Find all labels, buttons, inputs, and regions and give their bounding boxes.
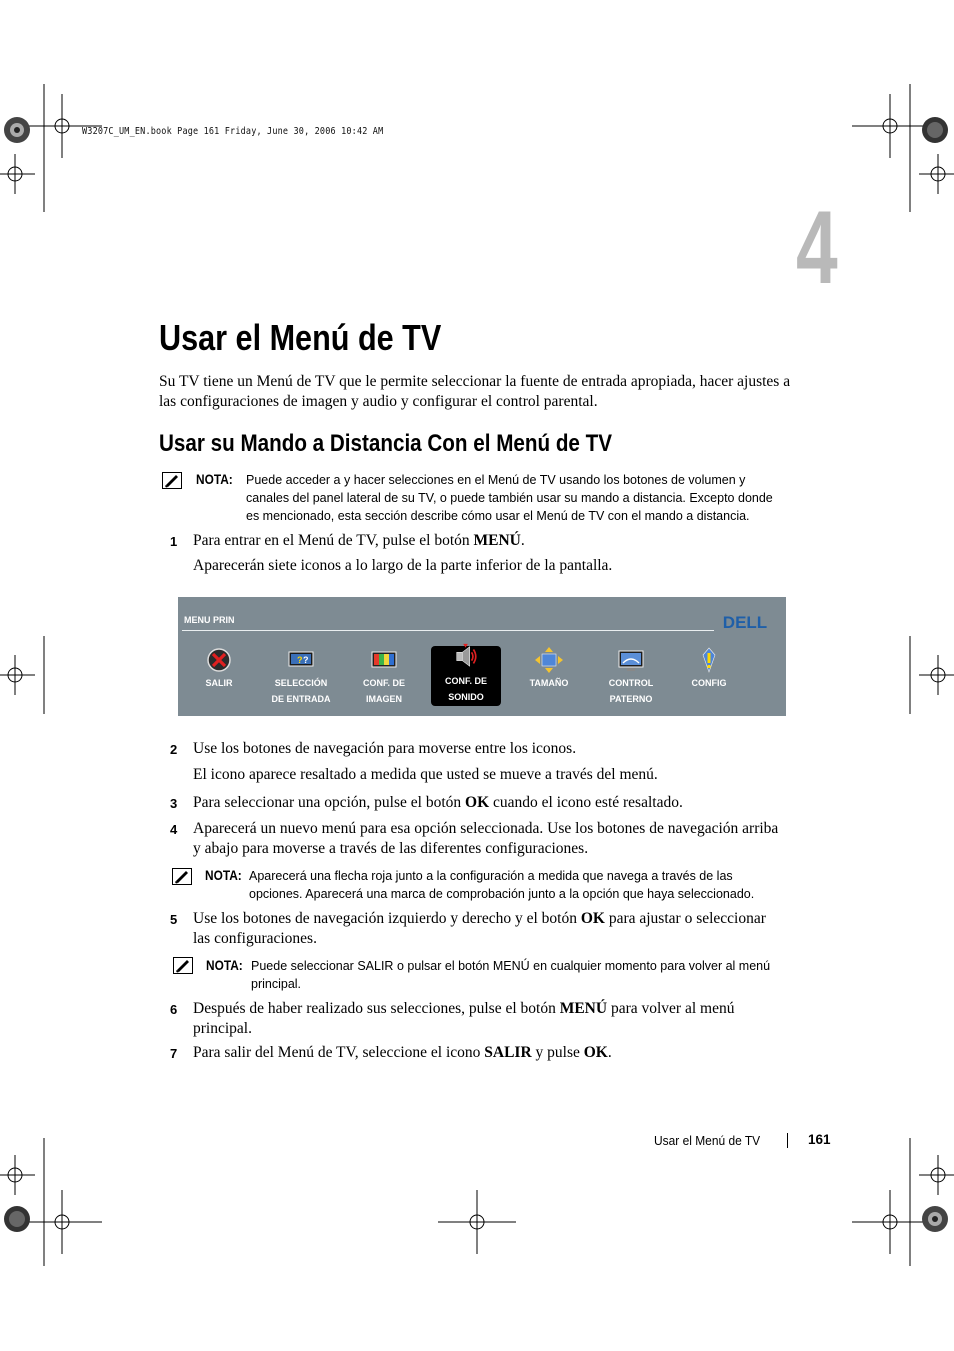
step-line: principal. (193, 1019, 252, 1037)
config-icon (695, 647, 723, 673)
step-text (193, 819, 813, 858)
tv-item-label: TAMAÑO (529, 678, 569, 688)
tv-item-label: CONTROL (608, 678, 654, 688)
step-number: 7 (170, 1046, 178, 1061)
tv-menu-item-control-paterno[interactable] (591, 641, 671, 713)
note-text (251, 957, 811, 993)
step-text-part: para volver al menú (607, 1000, 735, 1017)
note-line: canales del panel lateral de su TV, o puede también usar su mando a distancia. Excepto donde (246, 491, 773, 505)
tv-menu-item-config[interactable] (669, 641, 749, 713)
intro-paragraph: Su TV tiene un Menú de TV que le permite seleccionar la fuente de entrada apropiada, hacer ajustes a las configuraciones de imagen y audio y configurar el control parental. (159, 373, 791, 410)
step-text-part: para ajustar o seleccionar (604, 910, 766, 927)
step-text (193, 1043, 813, 1063)
note-text (246, 471, 806, 525)
menu-button-ref: MENÚ (559, 1000, 608, 1017)
page-title: Usar el Menú de TV (159, 317, 442, 358)
step-text-part: Para salir del Menú de TV, seleccione el icono (193, 1044, 485, 1061)
chapter-number: 4 (796, 190, 838, 306)
speaker-icon (452, 643, 480, 669)
footer-section-title: Usar el Menú de TV (654, 1133, 761, 1148)
tv-item-label: SELECCIÓN (274, 678, 328, 688)
note-text-part: Puede seleccionar (251, 959, 358, 973)
step-text-part: cuando el icono esté resaltado. (489, 794, 683, 811)
tv-item-label: IMAGEN (366, 694, 402, 704)
tv-item-label: CONFIG (691, 678, 727, 688)
note-text (249, 867, 809, 903)
picture-settings-icon (370, 647, 398, 673)
tv-item-label: SALIR (205, 678, 233, 688)
pencil-note-icon (173, 957, 193, 974)
tv-item-label: CONF. DE (444, 676, 487, 686)
tv-main-menu (178, 597, 786, 716)
menu-ref: MENÚ (492, 959, 530, 973)
note-text-part: o pulsar el botón (393, 959, 493, 973)
tv-menu-item-seleccion-entrada[interactable] (261, 641, 341, 713)
note-line: Puede acceder a y hacer selecciones en el Menú de TV usando los botones de volumen y (246, 473, 746, 487)
step-line: las configuraciones. (193, 929, 317, 947)
step-text-part: Después de haber realizado sus selecciones, pulse el botón (193, 1000, 560, 1017)
step-text (193, 999, 813, 1038)
pencil-note-icon (172, 868, 192, 885)
note-label: NOTA: (205, 868, 242, 883)
step-text (193, 531, 793, 551)
footer-separator (787, 1133, 788, 1148)
menu-button-ref: MENÚ (473, 532, 521, 549)
note-line: principal. (251, 977, 302, 991)
step-line: y abajo para moverse a través de las diferentes configuraciones. (193, 839, 589, 857)
tv-menu-item-conf-imagen[interactable] (344, 641, 424, 713)
step-follow-text: El icono aparece resaltado a medida que usted se mueve a través del menú. (193, 766, 658, 783)
parental-control-icon (617, 647, 645, 673)
svg-text:?: ? (303, 655, 309, 665)
size-arrows-icon (535, 647, 563, 673)
step-follow-text: Aparecerán siete iconos a lo largo de la parte inferior de la pantalla. (193, 557, 613, 574)
note-line: opciones. Aparecerá una marca de comprobación junto a la opción que haya seleccionado. (249, 887, 755, 901)
step-number: 6 (170, 1002, 178, 1017)
step-number: 1 (170, 534, 178, 549)
step-text-part: . (520, 532, 525, 549)
dell-logo (715, 611, 775, 633)
step-number: 5 (170, 912, 178, 927)
exit-icon (205, 647, 233, 673)
step-line: Aparecerá un nuevo menú para esa opción seleccionada. Use los botones de navegación arriba (193, 820, 779, 837)
tv-menu-item-tamano[interactable] (509, 641, 589, 713)
step-line (193, 999, 813, 1019)
tv-item-label: SONIDO (448, 692, 484, 702)
step-text (193, 793, 793, 813)
tv-item-label: PATERNO (609, 694, 653, 704)
step-line (193, 909, 813, 929)
step-text-part: Para entrar en el Menú de TV, pulse el botón (193, 532, 474, 549)
ok-button-ref: OK (580, 910, 605, 927)
tv-menu-title: MENU PRIN (184, 615, 235, 625)
tv-menu-item-conf-sonido[interactable] (431, 646, 501, 706)
salir-ref: SALIR (484, 1044, 532, 1061)
input-source-icon (287, 647, 315, 673)
pencil-note-icon (162, 472, 182, 489)
svg-text:?: ? (297, 655, 303, 665)
dell-logo-text: DELL (722, 613, 768, 632)
section-title: Usar su Mando a Distancia Con el Menú de TV (159, 430, 613, 457)
ok-button-ref: OK (465, 794, 490, 811)
note-label: NOTA: (196, 472, 233, 487)
step-text-part: y pulse (531, 1044, 584, 1061)
step-number: 4 (170, 822, 178, 837)
note-line: Aparecerá una flecha roja junto a la configuración a medida que navega a través de las (249, 869, 733, 883)
note-line: es mencionado, esta sección describe cómo usar el Menú de TV con el mando a distancia. (246, 509, 750, 523)
step-text-part: . (607, 1044, 612, 1061)
tv-item-label: DE ENTRADA (271, 694, 331, 704)
step-number: 2 (170, 742, 178, 757)
tv-item-label: CONF. DE (362, 678, 405, 688)
note-line (251, 957, 811, 975)
salir-ref: SALIR (357, 959, 394, 973)
step-text (193, 909, 813, 948)
page-number: 161 (808, 1132, 831, 1147)
note-label: NOTA: (206, 958, 243, 973)
note-text-part: en cualquier momento para volver al menú (529, 959, 771, 973)
step-text: Use los botones de navegación para moverse entre los iconos. (193, 740, 577, 757)
tv-menu-item-salir[interactable] (179, 641, 259, 713)
tv-menu-divider (182, 630, 714, 631)
step-text-part: Use los botones de navegación izquierdo y derecho y el botón (193, 910, 581, 927)
step-number: 3 (170, 796, 178, 811)
ok-button-ref: OK (583, 1044, 608, 1061)
step-text-part: Para seleccionar una opción, pulse el botón (193, 794, 466, 811)
print-header: W3207C_UM_EN.book Page 161 Friday, June 30, 2006 10:42 AM (82, 126, 384, 137)
